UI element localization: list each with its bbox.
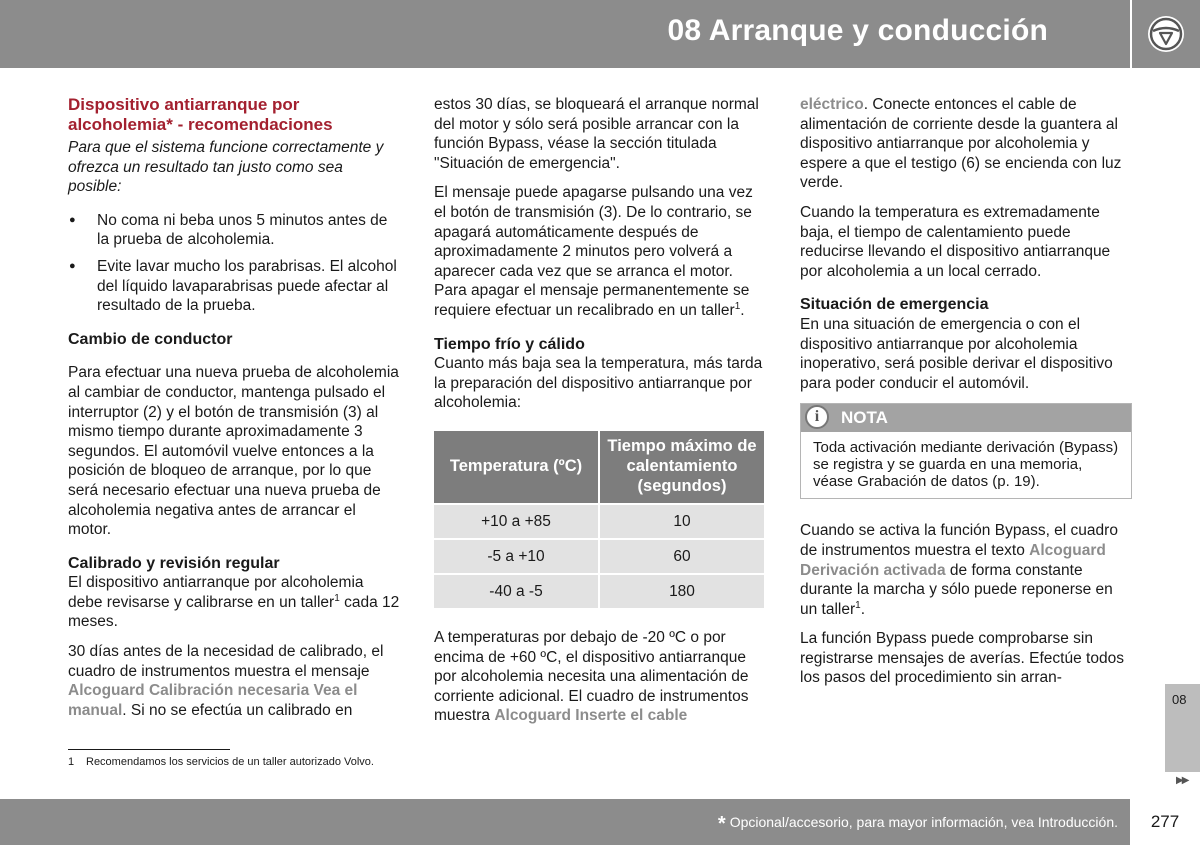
asterisk: * bbox=[717, 813, 726, 835]
page-footer bbox=[0, 799, 1130, 845]
steering-wheel-icon bbox=[1146, 14, 1186, 54]
subheading-emergencia: Situación de emergencia bbox=[800, 296, 989, 314]
text: El dispositivo antiarranque por alcoholemia debe revisarse y calibrarse en un taller bbox=[68, 574, 364, 611]
text: 30 días antes de la necesidad de calibrado, el cuadro de instrumentos muestra el mensaje bbox=[68, 643, 384, 680]
continue-arrows-icon: ▶▶ bbox=[1176, 775, 1188, 786]
note-label: NOTA bbox=[841, 408, 888, 428]
intro-text: Para que el sistema funcione correctamente y ofrezca un resultado tan justo como sea posible: bbox=[68, 139, 384, 196]
list-item: ● No coma ni beba unos 5 minutos antes de la prueba de alcoholemia. bbox=[68, 211, 400, 250]
table-cell: +10 a +85 bbox=[434, 505, 598, 538]
text: Cuando se activa la función Bypass, el cuadro de instrumentos muestra el texto bbox=[800, 522, 1118, 559]
paragraph: En una situación de emergencia o con el dispositivo antiarranque por alcoholemia inoperativo, será posible derivar el dispositivo para poder conducir el automóvil. bbox=[800, 315, 1113, 392]
paragraph bbox=[68, 642, 400, 720]
table-cell: -5 a +10 bbox=[434, 540, 598, 573]
subheading-calibrado: Calibrado y revisión regular bbox=[68, 554, 280, 572]
list-item: ● Evite lavar mucho los parabrisas. El alcohol del líquido lavaparabrisas puede afectar al resultado de la prueba. bbox=[68, 257, 400, 316]
display-message: Alcoguard Calibración necesaria Vea el manual bbox=[68, 682, 358, 719]
text: . Conecte entonces el cable de alimentación de corriente desde la guantera al dispositivo antiarranque por alcoholemia y espere a que el testigo (6) se encienda con luz verde. bbox=[800, 96, 1122, 192]
note-box bbox=[800, 403, 1132, 499]
footnote-divider bbox=[68, 749, 230, 750]
text: cada 12 meses. bbox=[68, 593, 400, 631]
display-message: Alcoguard Derivación activada bbox=[800, 541, 1106, 579]
paragraph bbox=[68, 573, 400, 632]
chapter-side-tab bbox=[1165, 684, 1200, 772]
text: . Si no se efectúa un calibrado en bbox=[122, 701, 353, 719]
subheading-cambio-conductor: Cambio de conductor bbox=[68, 330, 233, 348]
subheading-tiempo: Tiempo frío y cálido bbox=[434, 335, 585, 353]
text: . bbox=[740, 301, 745, 319]
footnote-ref: 1 bbox=[734, 300, 741, 312]
side-tab-label: 08 bbox=[1172, 692, 1187, 707]
footer-note bbox=[718, 813, 1118, 836]
footnote bbox=[68, 755, 374, 769]
temperature-table bbox=[432, 429, 766, 610]
table-row bbox=[434, 505, 764, 538]
table-header-cell: Tiempo máximo de calentamiento (segundos) bbox=[600, 431, 764, 503]
paragraph: Cuando la temperatura es extremadamente baja, el tiempo de calentamiento puede reducirse llevando el dispositivo antiarranque por alcoholemia a un local cerrado. bbox=[800, 203, 1111, 280]
chapter-title: 08 Arranque y conducción bbox=[667, 14, 1048, 47]
display-message: Alcoguard Inserte el cable bbox=[494, 707, 688, 725]
footer-text: Opcional/accesorio, para mayor información, vea Introducción. bbox=[729, 814, 1118, 830]
paragraph: estos 30 días, se bloqueará el arranque normal del motor y sólo será posible arrancar con la función Bypass, véase la sección titulada "Situación de emergencia". bbox=[434, 96, 759, 172]
text: El mensaje puede apagarse pulsando una vez el botón de transmisión (3). De lo contrario, se apagará automáticamente después de aproximadamente 2 minutos pero volverá a aparecer cada vez que se arranca el motor. Para apagar el mensaje permanentemente se requiere efectuar un recalibrado en un taller bbox=[434, 184, 753, 319]
paragraph: La función Bypass puede comprobarse sin registrarse mensajes de averías. Efectúe todos los pasos del procedimiento sin arran- bbox=[800, 630, 1124, 687]
text: A temperaturas por debajo de -20 ºC o por encima de +60 ºC, el dispositivo antiarranque por alcoholemia necesita una alimentación de corriente adicional. El cuadro de instrumentos muestra bbox=[434, 628, 749, 725]
text: . bbox=[860, 600, 866, 618]
section-title: Dispositivo antiarranque por alcoholemia* - recomendaciones bbox=[68, 95, 333, 134]
info-icon: i bbox=[805, 405, 829, 429]
note-text: Toda activación mediante derivación (Bypass) se registra y se guarda en una memoria, véase Grabación de datos (p. 19). bbox=[813, 439, 1119, 491]
table-cell: 60 bbox=[600, 540, 764, 573]
paragraph: Para efectuar una nueva prueba de alcoholemia al cambiar de conductor, mantenga pulsado el interruptor (2) y el botón de transmisión (3) al mismo tiempo durante aproximadamente 3 segundos. El automóvil vuelve entonces a la posición de bloqueo de arranque, por lo que será necesario efectuar una nueva prueba de alcoholemia negativa antes de arrancar el motor. bbox=[68, 364, 399, 539]
text: de forma constante durante la marcha y sólo puede reponerse en un taller bbox=[800, 561, 1113, 618]
table-cell: -40 a -5 bbox=[434, 575, 598, 608]
recommendation-list bbox=[68, 211, 400, 316]
table-row bbox=[434, 575, 764, 608]
table-cell: 180 bbox=[600, 575, 764, 608]
paragraph bbox=[434, 628, 766, 726]
table-row bbox=[434, 540, 764, 573]
footnote-text: Recomendamos los servicios de un taller autorizado Volvo. bbox=[86, 756, 374, 768]
display-message: eléctrico bbox=[800, 96, 864, 113]
table-header-cell: Temperatura (ºC) bbox=[434, 431, 598, 503]
note-header bbox=[801, 404, 1131, 432]
paragraph bbox=[434, 183, 766, 320]
column-2 bbox=[434, 95, 766, 736]
table-cell: 10 bbox=[600, 505, 764, 538]
footnote-ref: 1 bbox=[334, 592, 340, 604]
paragraph: Cuanto más baja sea la temperatura, más tarda la preparación del dispositivo antiarranque por alcoholemia: bbox=[434, 355, 763, 412]
paragraph bbox=[800, 521, 1132, 619]
footnote-number: 1 bbox=[68, 756, 75, 768]
paragraph bbox=[800, 95, 1132, 193]
page-number: 277 bbox=[1150, 812, 1180, 831]
chapter-header bbox=[0, 0, 1130, 68]
column-1 bbox=[68, 95, 400, 730]
table-header-row bbox=[434, 431, 764, 503]
footnote-ref: 1 bbox=[855, 599, 861, 611]
chapter-icon-box bbox=[1132, 0, 1200, 68]
column-3 bbox=[800, 95, 1132, 698]
